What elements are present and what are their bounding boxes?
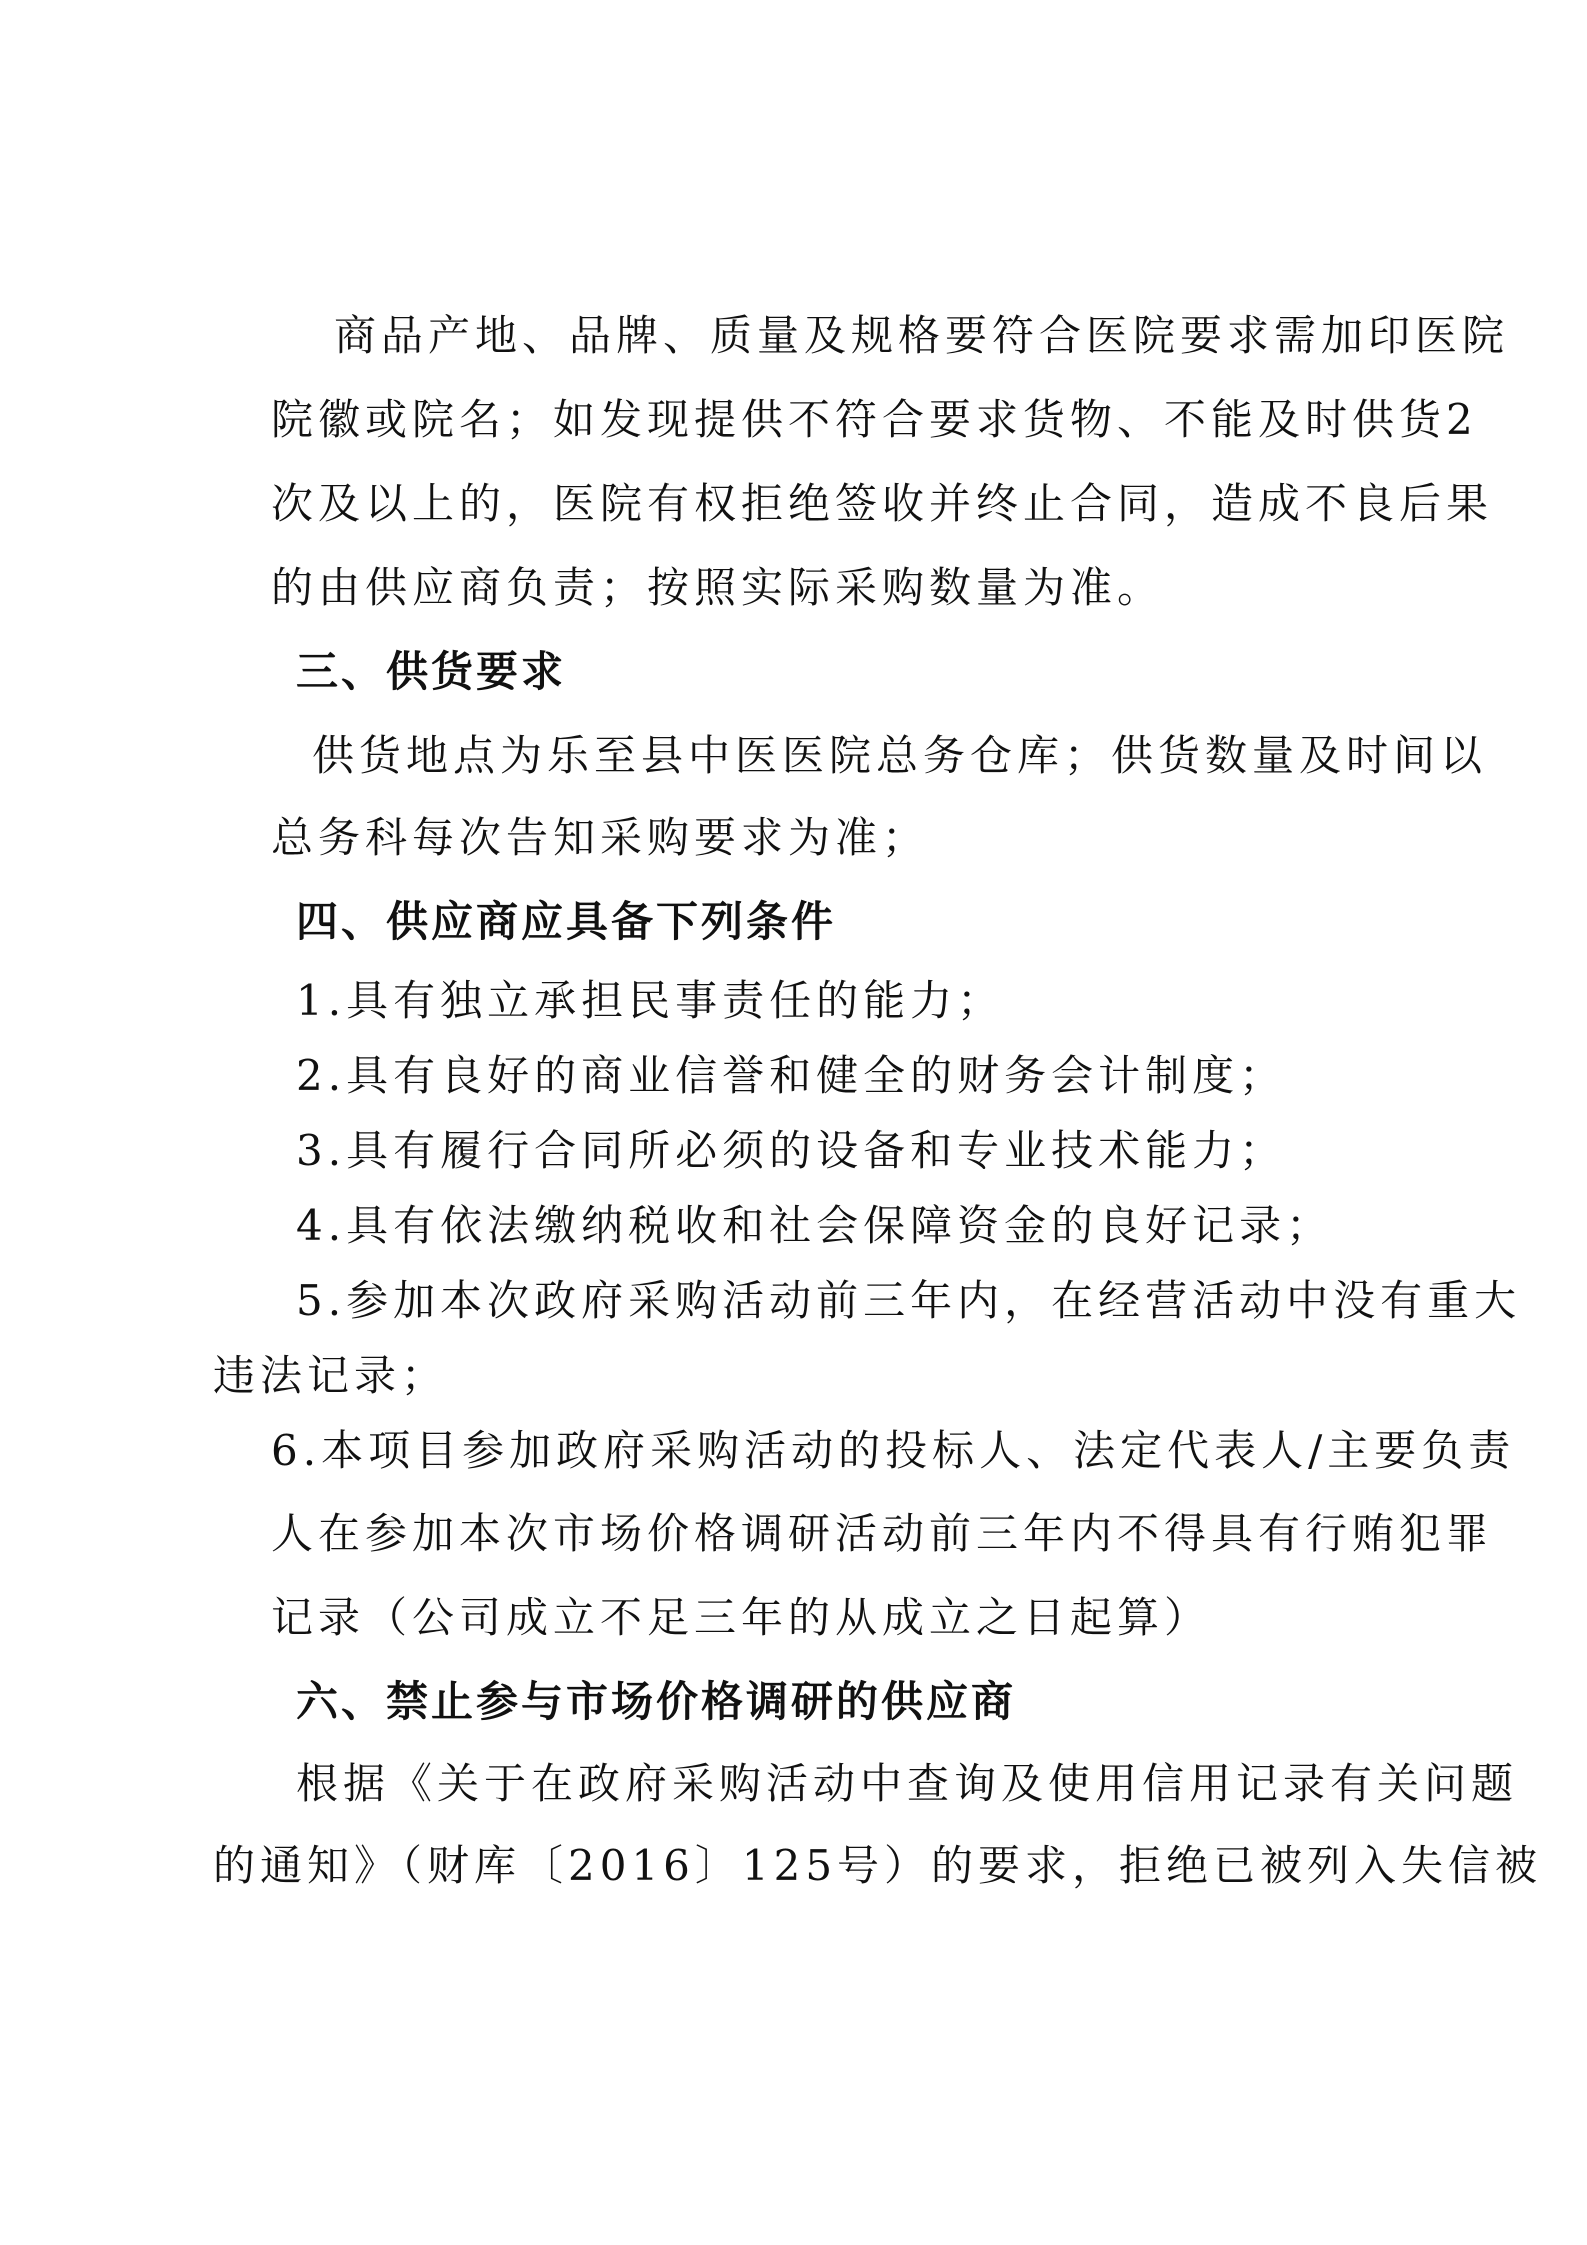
condition-item-4: 4.具有依法缴纳税收和社会保障资金的良好记录； [296,1201,1334,1250]
section6-line-2: 的通知》（财库〔2016〕125号）的要求，拒绝已被列入失信被 [213,1841,1543,1890]
section3-line-2: 总务科每次告知采购要求为准； [271,813,930,862]
condition-item-3: 3.具有履行合同所必须的设备和专业技术能力； [296,1126,1287,1175]
intro-line-4: 的由供应商负责；按照实际采购数量为准。 [271,563,1165,612]
section6-line-1: 根据《关于在政府采购活动中查询及使用信用记录有关问题 [296,1759,1519,1808]
intro-line-1: 商品产地、品牌、质量及规格要符合医院要求需加印医院 [334,311,1510,360]
section-heading-prohibited-suppliers: 六、禁止参与市场价格调研的供应商 [296,1677,1017,1726]
condition-item-2: 2.具有良好的商业信誉和健全的财务会计制度； [296,1051,1287,1100]
condition-item-6-cont-2: 记录（公司成立不足三年的从成立之日起算） [271,1593,1212,1642]
intro-line-3: 次及以上的，医院有权拒绝签收并终止合同，造成不良后果 [271,479,1494,528]
section-heading-supplier-conditions: 四、供应商应具备下列条件 [296,897,837,946]
intro-line-2: 院徽或院名；如发现提供不符合要求货物、不能及时供货2 [271,395,1478,444]
section3-line-1: 供货地点为乐至县中医医院总务仓库；供货数量及时间以 [312,731,1488,780]
condition-item-1: 1.具有独立承担民事责任的能力； [296,976,1005,1025]
condition-item-5: 5.参加本次政府采购活动前三年内，在经营活动中没有重大 [296,1276,1522,1325]
condition-item-6-cont-1: 人在参加本次市场价格调研活动前三年内不得具有行贿犯罪 [271,1509,1494,1558]
condition-item-6: 6.本项目参加政府采购活动的投标人、法定代表人/主要负责 [271,1426,1516,1475]
section-heading-supply-requirements: 三、供货要求 [296,647,567,696]
condition-item-5-cont: 违法记录； [213,1351,449,1400]
